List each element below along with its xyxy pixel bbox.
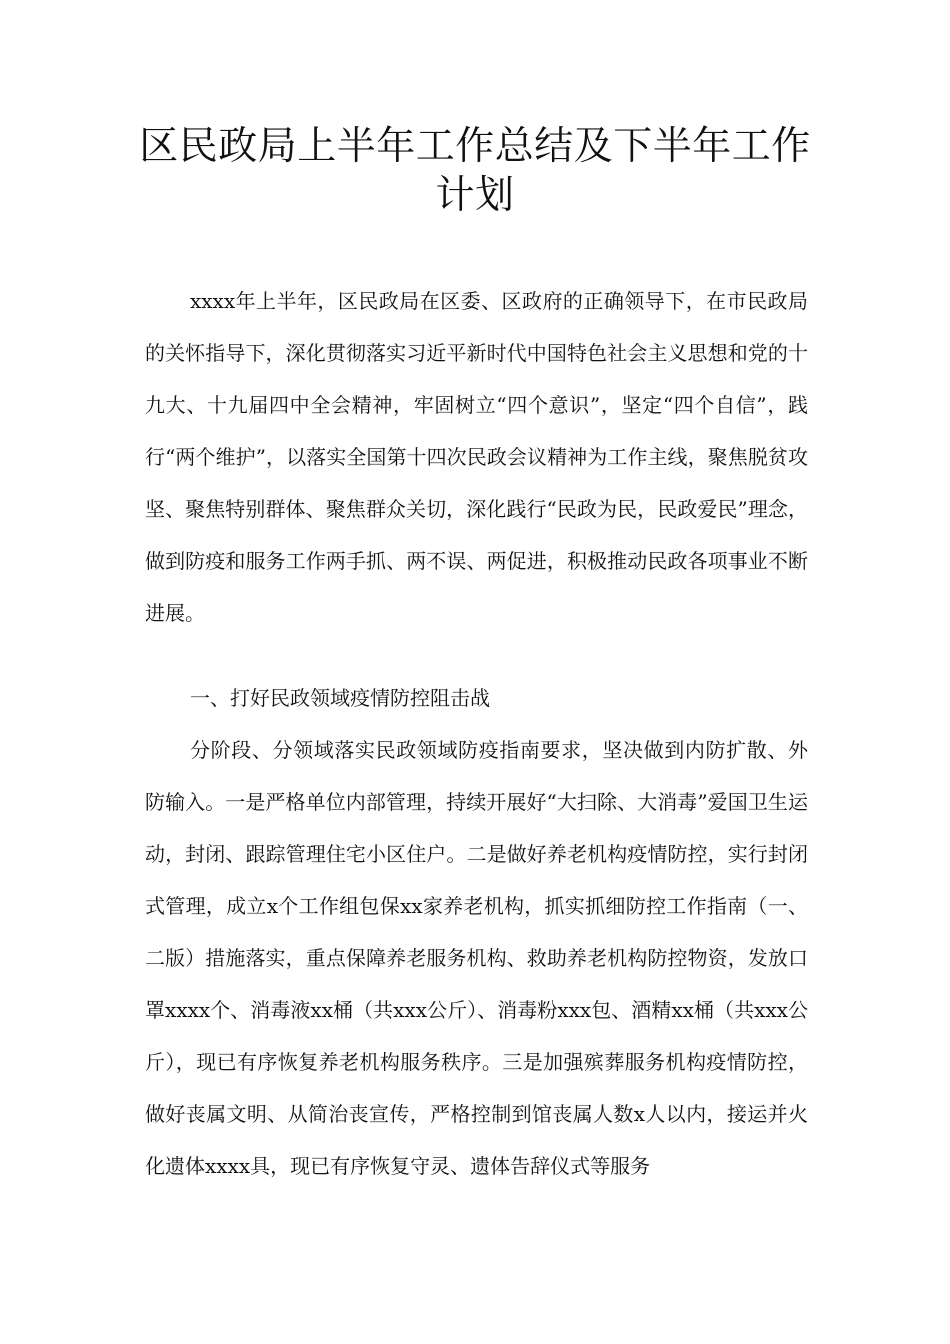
title-line-1: 区民政局上半年工作总结及下半年工作 [139, 124, 811, 169]
section-1-heading: 一、打好民政领域疫情防控阻击战 [190, 686, 490, 710]
section-1-paragraph: 分阶段、分领域落实民政领域防疫指南要求，坚决做到内防扩散、外防输入。一是严格单位内部管理，持续开展好“大扫除、大消毒”爱国卫生运动，封闭、跟踪管理住宅小区住户。二是做好养老机构疫情防控，实行封闭式管理，成立x个工作组包保xx家养老机构，抓实抓细防控工作指南（一、二版）措施落实，重点保障养老服务机构、救助养老机构防控物资，发放口罩xxxx个、消毒液xx桶（共xxx公斤）、消毒粉xxx包、酒精xx桶（共xxx公斤），现已有序恢复养老机构服务秩序。三是加强殡葬服务机构疫情防控，做好丧属文明、从简治丧宣传，严格控制到馆丧属人数x人以内，接运并火化遗体xxxx具，现已有序恢复守灵、遗体告辞仪式等服务 [145, 738, 808, 1178]
title-line-2: 计划 [435, 173, 515, 218]
intro-paragraph: xxxx年上半年，区民政局在区委、区政府的正确领导下，在市民政局的关怀指导下，深化贯彻落实习近平新时代中国特色社会主义思想和党的十九大、十九届四中全会精神，牢固树立“四个意识”，坚定“四个自信”，践行“两个维护”，以落实全国第十四次民政会议精神为工作主线，聚焦脱贫攻坚、聚焦特别群体、聚焦群众关切，深化践行“民政为民，民政爱民”理念，做到防疫和服务工作两手抓、两不误、两促进，积极推动民政各项事业不断进展。 [145, 289, 808, 625]
document-title [120, 122, 830, 220]
